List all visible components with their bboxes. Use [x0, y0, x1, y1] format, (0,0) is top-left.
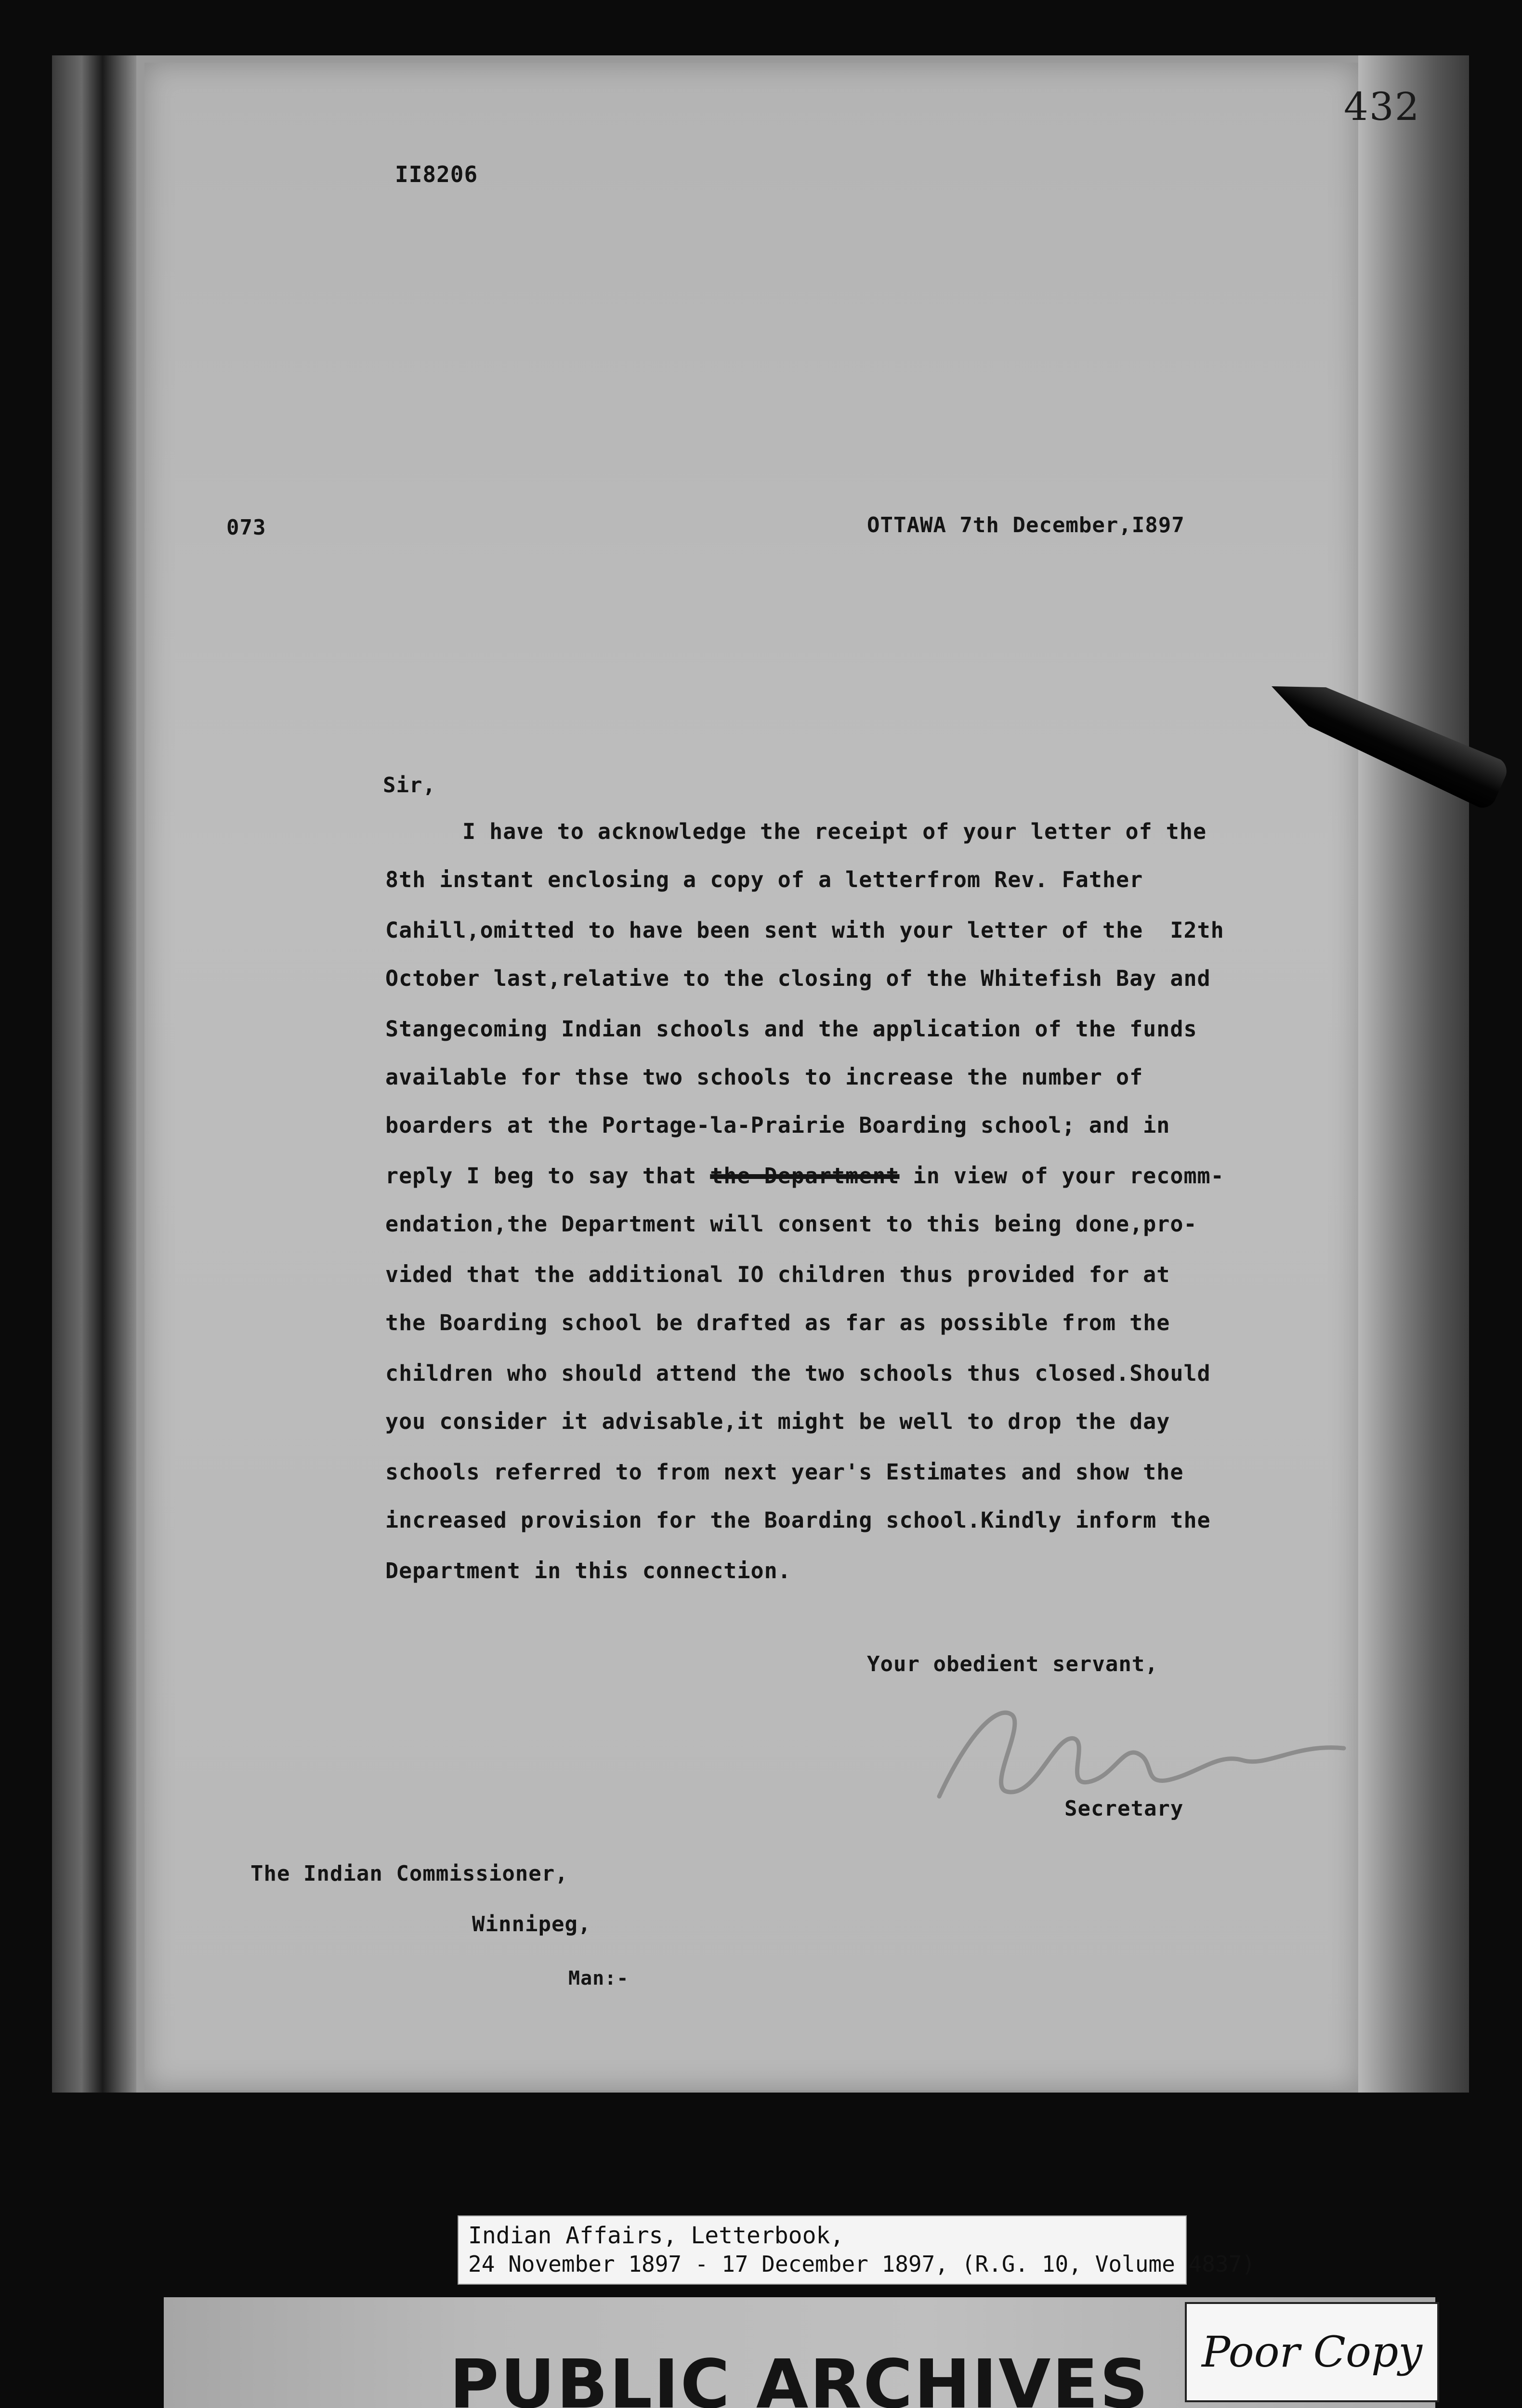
struck-text: the Department [710, 1163, 900, 1189]
reference-number: 073 [226, 515, 266, 540]
page-left-edge [52, 55, 136, 2093]
body-line: available for thse two schools to increase the number of [385, 1064, 1143, 1090]
body-line: 8th instant enclosing a copy of a letterfrom Rev. Father [385, 867, 1143, 892]
poor-copy-note: Poor Copy [1185, 2302, 1439, 2402]
body-line: schools referred to from next year's Estimates and show the [385, 1459, 1184, 1485]
caption-line: Indian Affairs, Letterbook, [468, 2222, 844, 2249]
signer-title: Secretary [1064, 1796, 1184, 1821]
folio-number: 432 [1344, 84, 1420, 129]
file-number: II8206 [395, 161, 478, 187]
caption-line: 24 November 1897 - 17 December 1897, (R.G. 10, Volume 4837) [468, 2251, 1255, 2277]
addressee-line: The Indian Commissioner, [250, 1861, 568, 1886]
salutation: Sir, [383, 773, 436, 798]
body-line: vided that the additional IO children thus provided for at [385, 1262, 1170, 1287]
body-text: in view of your recomm- [913, 1163, 1224, 1189]
closing: Your obedient servant, [867, 1652, 1158, 1676]
body-text: reply I beg to say that [385, 1163, 697, 1189]
body-line: October last,relative to the closing of the Whitefish Bay and [385, 966, 1211, 991]
addressee-line: Man:- [568, 1967, 629, 1989]
body-line: the Boarding school be drafted as far as possible from the [385, 1310, 1170, 1335]
body-line: Stangecoming Indian schools and the application of the funds [385, 1016, 1197, 1042]
stamp-line: PUBLIC ARCHIVES [449, 2345, 1150, 2408]
body-line: increased provision for the Boarding school.Kindly inform the [385, 1507, 1211, 1533]
archive-caption-label [458, 2215, 1255, 2285]
body-line: Department in this connection. [385, 1558, 791, 1584]
body-line: you consider it advisable,it might be well to drop the day [385, 1409, 1170, 1434]
dateline: OTTAWA 7th December,I897 [867, 513, 1185, 537]
page-right-edge [1358, 55, 1469, 2093]
body-line: Cahill,omitted to have been sent with your letter of the I2th [385, 917, 1224, 943]
body-line [385, 1163, 1224, 1189]
body-line: endation,the Department will consent to this being done,pro- [385, 1211, 1197, 1237]
body-line: children who should attend the two schools thus closed.Should [385, 1361, 1211, 1386]
body-line: I have to acknowledge the receipt of your letter of the [462, 819, 1207, 844]
addressee-line: Winnipeg, [472, 1912, 591, 1937]
body-line: boarders at the Portage-la-Prairie Boarding school; and in [385, 1112, 1170, 1138]
